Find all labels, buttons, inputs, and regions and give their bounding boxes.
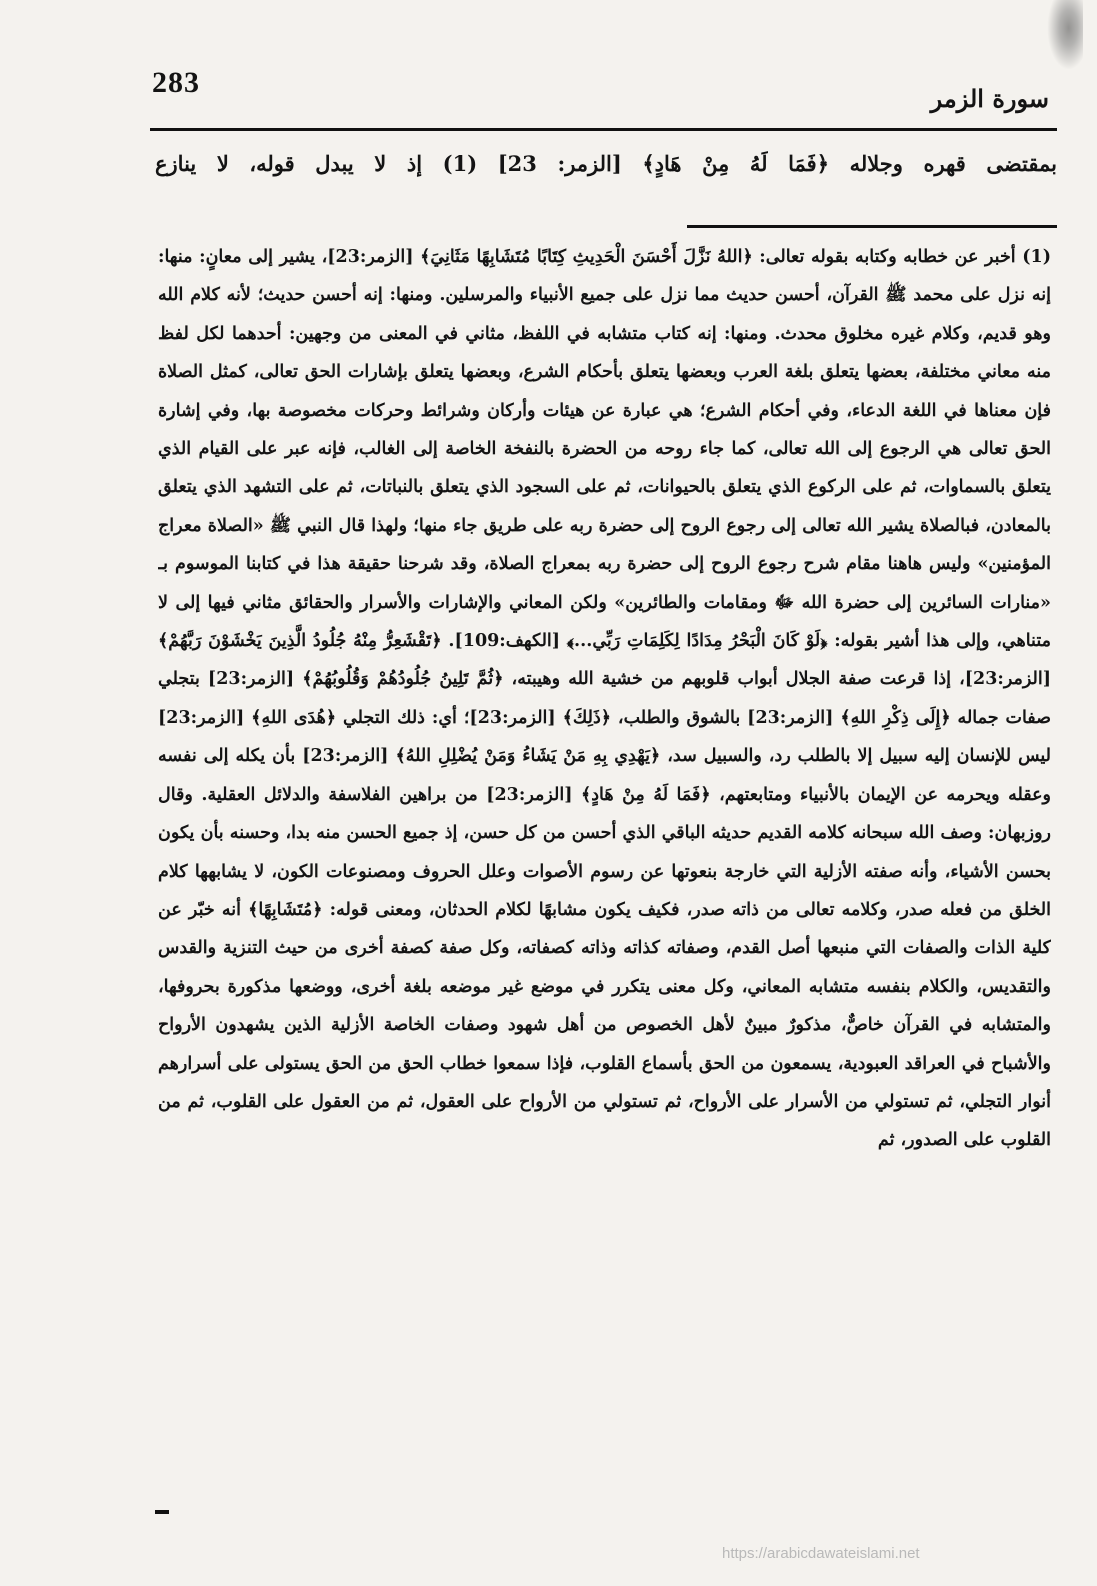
header-rule — [150, 128, 1057, 131]
surah-title: سورة الزمر — [930, 84, 1049, 113]
stray-mark — [155, 1510, 169, 1514]
main-text-line: بمقتضى قهره وجلاله ﴿فَمَا لَهُ مِنْ هَادٍ﴾ [الزمر: 23] (1) إذ لا يبدل قوله، لا ينازع — [155, 151, 1057, 176]
page-number: 283 — [152, 66, 200, 99]
footnote-separator — [687, 225, 1057, 228]
scan-corner-mark — [1047, 0, 1083, 70]
watermark-url: https://arabicdawateislami.net — [722, 1545, 920, 1562]
footnote-text: (1) أخبر عن خطابه وكتابه بقوله تعالى: ﴿اللهُ نَزَّلَ أَحْسَنَ الْحَدِيثِ كِتَابًا مُتَشَابِهًا مَثَانِيَ﴾ [الزمر:23]، يشير إلى معانٍ: منها: إنه نزل على محمد ﷺ القرآن، أحسن حديث مما نزل على جميع الأنبياء والمرسلين. ومنها: إنه أحسن حديث؛ لأنه كلام الله وهو قديم، وكلام غيره مخلوق محدث. ومنها: إنه كتاب متشابه في اللفظ، مثاني في المعنى من وجهين: أحدهما لكل لفظ منه معاني مختلفة، بعضها يتعلق بلغة العرب وبعضها يتعلق بأحكام الشرع، وبعضها يتعلق بإشارات الحق تعالى، كمثل الصلاة فإن معناها في اللغة الدعاء، وفي أحكام الشرع؛ هي عبارة عن هيئات وأركان وشرائط وحركات مخصوصة بها، وفي إشارة الحق تعالى هي الرجوع إلى الله تعالى، كما جاء روحه من الحضرة بالنفخة الخاصة إلى الغالب، فإنه عبر على القيام الذي يتعلق بالسماوات، ثم على الركوع الذي يتعلق بالحيوانات، ثم على السجود الذي يتعلق بالنباتات، ثم على التشهد الذي يتعلق بالمعادن، فبالصلاة يشير الله تعالى إلى رجوع الروح إلى حضرة ربه على طريق جاء منها؛ ولهذا قال النبي ﷺ «الصلاة معراج المؤمنين» وليس هاهنا مقام شرح رجوع الروح إلى حضرة ربه بمعراج الصلاة، وقد شرحنا حقيقة هذا في كتابنا الموسوم بـ «منارات السائرين إلى حضرة الله ﷻ ومقامات والطائرين» ولكن المعاني والإشارات والأسرار والحقائق مثاني فيها إلى لا متناهي، وإلى هذا أشير بقوله: ﴿لَوْ كَانَ الْبَحْرُ مِدَادًا لِكَلِمَاتِ رَبِّي...﴾ [الكهف:109]. ﴿تَقْشَعِرُّ مِنْهُ جُلُودُ الَّذِينَ يَخْشَوْنَ رَبَّهُمْ﴾ [الزمر:23]، إذا قرعت صفة الجلال أبواب قلوبهم من خشية الله وهيبته، ﴿ثُمَّ تَلِينُ جُلُودُهُمْ وَقُلُوبُهُمْ﴾ [الزمر:23] بتجلي صفات جماله ﴿إِلَى ذِكْرِ اللهِ﴾ [الزمر:23] بالشوق والطلب، ﴿ذَلِكَ﴾ [الزمر:23]؛ أي: ذلك التجلي ﴿هُدَى اللهِ﴾ [الزمر:23] ليس للإنسان إليه سبيل إلا بالطلب رد، والسبيل سد، ﴿يَهْدِي بِهِ مَنْ يَشَاءُ وَمَنْ يُضْلِلِ اللهُ﴾ [الزمر:23] بأن يكله إلى نفسه وعقله ويحرمه عن الإيمان بالأنبياء ومتابعتهم، ﴿فَمَا لَهُ مِنْ هَادٍ﴾ [الزمر:23] من براهين الفلاسفة والدلائل العقلية. وقال روزبهان: وصف الله سبحانه كلامه القديم حديثه الباقي الذي أحسن من كل حسن، إذ جميع الحسن منه بدا، وحسنه بأن يكون بحسن الأشياء، وأنه صفته الأزلية التي خارجة بنعوتها عن رسوم الأصوات وعلل الحروف ومصنوعات الكون، لا يشابهها كلام الخلق من فعله صدر، وكلامه تعالى من ذاته صدر، فكيف يكون مشابهًا لكلام الحدثان، ومعنى قوله: ﴿مُتَشَابِهًا﴾ أنه خبّر عن كلية الذات والصفات التي منبعها أصل القدم، وصفاته كذاته وذاته كصفاته، وكل صفة كصفة أخرى من حيث التنزية والقدس والتقديس، والكلام بنفسه متشابه المعاني، وكل معنى يتكرر في موضع غير موضعه بلغة أخرى، ووضعها مذكورة بحروفها، والمتشابه في القرآن خاصٌّ، مذكورٌ مبينٌ لأهل الخصوص من أهل شهود وصفات الخاصة الأزلية الذين يشهدون الأرواح والأشباح في العراقد العبودية، يسمعون من الحق بأسماع القلوب، فإذا سمعوا خطاب الحق من الحق يستولى على أسرارهم أنوار التجلي، ثم تستولي من الأسرار على الأرواح، ثم تستولي من الأرواح على العقول، ثم من العقول على القلوب، ثم من القلوب على الصدور، ثم — [158, 247, 1051, 1151]
